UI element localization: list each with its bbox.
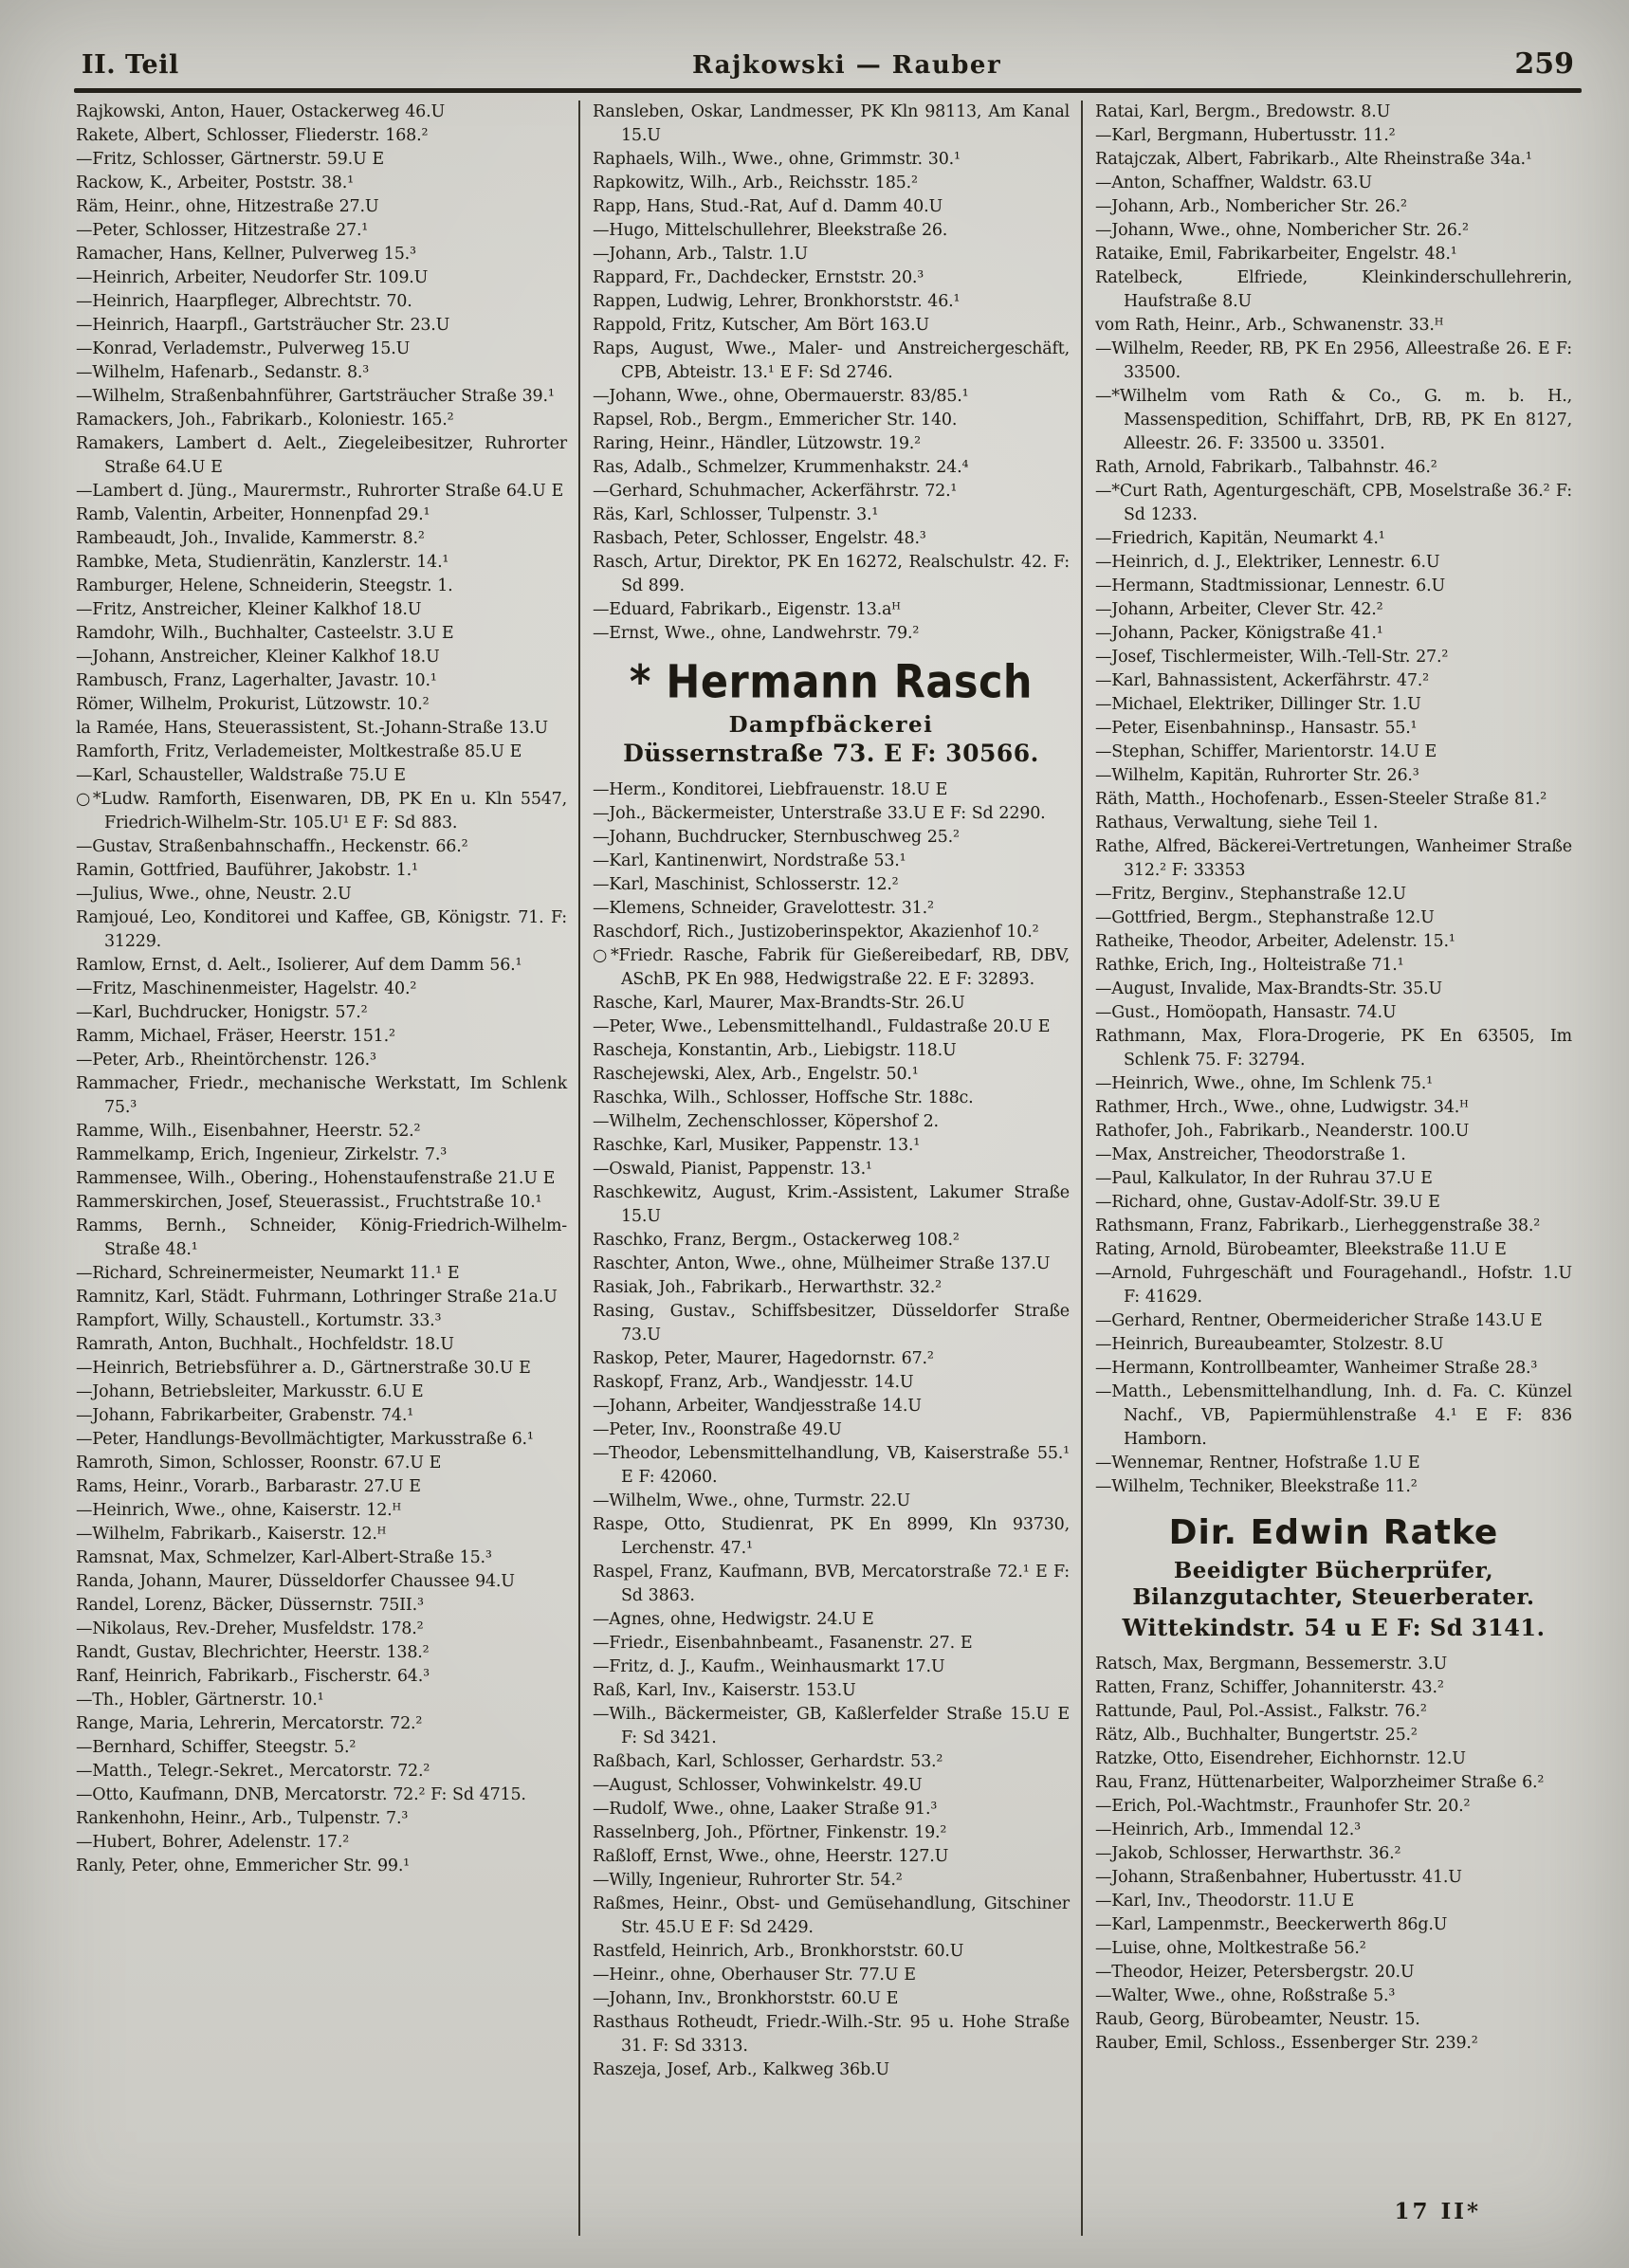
directory-entry: Rappard, Fr., Dachdecker, Ernststr. 20.³ (592, 268, 924, 287)
directory-entry: Ranf, Heinrich, Fabrikarb., Fischerstr. 64.³ (76, 1667, 430, 1686)
directory-entry: Rasing, Gustav., Schiffsbesitzer, Düsseldorfer Straße 73.U (592, 1302, 1070, 1345)
directory-entry: —*Wilhelm vom Rath & Co., G. m. b. H., Massenspedition, Schiffahrt, DrB, RB, PK En 8127, Alleestr. 26. F: 33500 u. 33501. (1094, 387, 1572, 453)
directory-entry: Ratai, Karl, Bergm., Bredowstr. 8.U (1094, 102, 1391, 121)
directory-entry: —Matth., Lebensmittelhandlung, Inh. d. Fa. C. Künzel Nachf., VB, Papiermühlenstraße 4.¹ E F: 836 Hamborn. (1094, 1382, 1572, 1449)
directory-entry: vom Rath, Heinr., Arb., Schwanenstr. 33.ᴴ (1094, 316, 1444, 335)
directory-entry: Räth, Matth., Hochofenarb., Essen-Steeler Straße 81.² (1094, 790, 1547, 809)
directory-entry: —Peter, Inv., Roonstraße 49.U (592, 1420, 842, 1440)
directory-entry: —Bernhard, Schiffer, Steegstr. 5.² (76, 1738, 357, 1757)
directory-entry: —Julius, Wwe., ohne, Neustr. 2.U (76, 885, 352, 904)
directory-entry: Raschko, Franz, Bergm., Ostackerweg 108.² (592, 1231, 960, 1251)
directory-entry: —Fritz, Berginv., Stephanstraße 12.U (1094, 885, 1406, 904)
directory-entry: —Johann, Betriebsleiter, Markusstr. 6.U E (76, 1382, 424, 1401)
directory-entry: —Wennemar, Rentner, Hofstraße 1.U E (1094, 1454, 1420, 1472)
directory-entry: —Jakob, Schlosser, Herwarthstr. 36.² (1094, 1844, 1401, 1864)
directory-entry: —Karl, Schausteller, Waldstraße 75.U E (76, 766, 406, 785)
directory-entry: Rappen, Ludwig, Lehrer, Bronkhorststr. 46.¹ (592, 292, 961, 311)
directory-entry: Randt, Gustav, Blechrichter, Heerstr. 138.² (76, 1643, 430, 1662)
directory-entry: Ramsnat, Max, Schmelzer, Karl-Albert-Straße 15.³ (76, 1548, 492, 1567)
directory-entry: —Johann, Packer, Königstraße 41.¹ (1094, 624, 1383, 643)
directory-entry: —Wilhelm, Fabrikarb., Kaiserstr. 12.ᴴ (76, 1525, 387, 1544)
directory-entry: —Peter, Arb., Rheintörchenstr. 126.³ (76, 1051, 376, 1070)
directory-entry: Rau, Franz, Hüttenarbeiter, Walporzheimer Straße 6.² (1094, 1773, 1545, 1793)
directory-entry: —Karl, Kantinenwirt, Nordstraße 53.¹ (592, 851, 906, 871)
directory-entry: —Friedr., Eisenbahnbeamt., Fasanenstr. 27. E (592, 1634, 973, 1654)
directory-entry: Rathmer, Hrch., Wwe., ohne, Ludwigstr. 34.ᴴ (1094, 1098, 1469, 1117)
directory-entry: —Fritz, d. J., Kaufm., Weinhausmarkt 17.U (592, 1657, 945, 1677)
directory-entry: Rackow, K., Arbeiter, Poststr. 38.¹ (76, 174, 354, 192)
directory-entry: —Nikolaus, Rev.-Dreher, Musfeldstr. 178.² (76, 1619, 424, 1638)
directory-entry: —Michael, Elektriker, Dillinger Str. 1.U (1094, 695, 1421, 714)
column-3 (1081, 101, 1583, 2236)
directory-entry: —Heinrich, Wwe., ohne, Im Schlenk 75.¹ (1094, 1074, 1433, 1093)
directory-entry: —Fritz, Anstreicher, Kleiner Kalkhof 18.U (76, 600, 422, 619)
directory-entry: Ratzke, Otto, Eisendreher, Eichhornstr. 12.U (1094, 1749, 1466, 1769)
directory-entry: —Josef, Tischlermeister, Wilh.-Tell-Str. 27.² (1094, 648, 1449, 667)
ad-line: Düssernstraße 73. E F: 30566. (623, 740, 1039, 768)
directory-entry: —Konrad, Verlademstr., Pulverweg 15.U (76, 339, 411, 358)
directory-entry: —Peter, Eisenbahninsp., Hansastr. 55.¹ (1094, 719, 1418, 738)
directory-entry: Rasch, Artur, Direktor, PK En 16272, Realschulstr. 42. F: Sd 899. (592, 553, 1070, 595)
directory-entry: —Stephan, Schiffer, Marientorstr. 14.U E (1094, 742, 1437, 761)
directory-entry: —Luise, ohne, Moltkestraße 56.² (1094, 1939, 1366, 1959)
directory-entry: Randel, Lorenz, Bäcker, Düssernstr. 75II.³ (76, 1596, 424, 1615)
directory-columns (76, 101, 1583, 2236)
directory-entry: Rasche, Karl, Maurer, Max-Brandts-Str. 26.U (592, 994, 965, 1014)
directory-entry: —Johann, Anstreicher, Kleiner Kalkhof 18.U (76, 648, 440, 667)
directory-entry: —Eduard, Fabrikarb., Eigenstr. 13.aᴴ (592, 600, 901, 619)
directory-entry: Rathmann, Max, Flora-Drogerie, PK En 63505, Im Schlenk 75. F: 32794. (1094, 1027, 1572, 1070)
section-label: II. Teil (82, 50, 179, 80)
directory-entry: —Hermann, Kontrollbeamter, Wanheimer Straße 28.³ (1094, 1359, 1538, 1378)
directory-entry: —Fritz, Schlosser, Gärtnerstr. 59.U E (76, 150, 384, 169)
directory-entry: —Erich, Pol.-Wachtmstr., Fraunhofer Str. 20.² (1094, 1797, 1471, 1817)
directory-entry: Rasthaus Rotheudt, Friedr.-Wilh.-Str. 95 u. Hohe Straße 31. F: Sd 3313. (592, 2013, 1070, 2057)
directory-entry: —Karl, Maschinist, Schlosserstr. 12.² (592, 875, 899, 895)
directory-entry: —Willy, Ingenieur, Ruhrorter Str. 54.² (592, 1871, 903, 1891)
directory-entry: —Johann, Arbeiter, Clever Str. 42.² (1094, 600, 1383, 619)
directory-entry: —Max, Anstreicher, Theodorstraße 1. (1094, 1145, 1406, 1164)
directory-entry: —Heinr., ohne, Oberhauser Str. 77.U E (592, 1966, 916, 1985)
directory-entry: —Hugo, Mittelschullehrer, Bleekstraße 26. (592, 221, 948, 240)
directory-entry: Rambusch, Franz, Lagerhalter, Javastr. 10.¹ (76, 671, 437, 690)
directory-entry: Rammerskirchen, Josef, Steuerassist., Fruchtstraße 10.¹ (76, 1193, 542, 1212)
directory-entry: Ramdohr, Wilh., Buchhalter, Casteelstr. 3.U E (76, 624, 454, 643)
directory-entry: Rastfeld, Heinrich, Arb., Bronkhorststr. 60.U (592, 1942, 964, 1962)
directory-entry: —Wilhelm, Kapitän, Ruhrorter Str. 26.³ (1094, 766, 1419, 785)
directory-entry: Ratsch, Max, Bergmann, Bessemerstr. 3.U (1094, 1655, 1448, 1674)
directory-entry: —Johann, Wwe., ohne, Obermauerstr. 83/85.¹ (592, 387, 969, 406)
column-2 (578, 101, 1081, 2236)
directory-entry: —Gustav, Straßenbahnschaffn., Heckenstr. 66.² (76, 837, 468, 856)
directory-entry: —Richard, Schreinermeister, Neumarkt 11.¹ E (76, 1264, 460, 1283)
ad-line: Beeidigter Bücherprüfer, (1173, 1557, 1494, 1583)
directory-entry: —Heinrich, Arbeiter, Neudorfer Str. 109.U (76, 268, 429, 287)
directory-entry: Rasbach, Peter, Schlosser, Engelstr. 48.³ (592, 529, 926, 548)
directory-entry: Raß, Karl, Inv., Kaiserstr. 153.U (592, 1681, 856, 1701)
directory-entry: Räs, Karl, Schlosser, Tulpenstr. 3.¹ (592, 505, 879, 524)
directory-entry: Rataike, Emil, Fabrikarbeiter, Engelstr. 48.¹ (1094, 245, 1457, 264)
directory-entry: Rams, Heinr., Vorarb., Barbarastr. 27.U E (76, 1477, 421, 1496)
directory-entry: Rambeaudt, Joh., Invalide, Kammerstr. 8.² (76, 529, 425, 548)
directory-entry: Rauber, Emil, Schloss., Essenberger Str. 239.² (1094, 2034, 1478, 2054)
header-rule (74, 88, 1582, 93)
directory-entry: —Klemens, Schneider, Gravelottestr. 31.² (592, 899, 934, 919)
directory-entry: Ramroth, Simon, Schlosser, Roonstr. 67.U E (76, 1454, 442, 1472)
directory-entry: Ramforth, Fritz, Verlademeister, Moltkestraße 85.U E (76, 742, 522, 761)
directory-entry: Raps, August, Wwe., Maler- und Anstreichergeschäft, CPB, Abteistr. 13.¹ E F: Sd 2746. (592, 339, 1070, 382)
directory-entry: Ramme, Wilh., Eisenbahner, Heerstr. 52.² (76, 1122, 421, 1141)
directory-entry: —Gerhard, Schuhmacher, Ackerfährstr. 72.¹ (592, 482, 958, 501)
directory-entry: Ranly, Peter, ohne, Emmericher Str. 99.¹ (76, 1856, 411, 1875)
directory-entry: —Heinrich, d. J., Elektriker, Lennestr. 6.U (1094, 553, 1440, 572)
directory-entry: —Johann, Arb., Talstr. 1.U (592, 245, 808, 264)
directory-entry: Ramburger, Helene, Schneiderin, Steegstr. 1. (76, 576, 453, 595)
directory-entry: Rathaus, Verwaltung, siehe Teil 1. (1094, 814, 1379, 832)
directory-entry: —Gust., Homöopath, Hansastr. 74.U (1094, 1003, 1397, 1022)
directory-entry: Rating, Arnold, Bürobeamter, Bleekstraße 11.U E (1094, 1240, 1507, 1259)
directory-entry: Räm, Heinr., ohne, Hitzestraße 27.U (76, 197, 379, 216)
directory-entry: —Karl, Lampenmstr., Beeckerwerth 86g.U (1094, 1915, 1448, 1935)
directory-entry: —Walter, Wwe., ohne, Roßstraße 5.³ (1094, 1986, 1396, 2006)
page-header (82, 47, 1574, 81)
directory-entry: Ramlow, Ernst, d. Aelt., Isolierer, Auf dem Damm 56.¹ (76, 956, 522, 975)
directory-entry: —Heinrich, Haarpfl., Gartsträucher Str. 23.U (76, 316, 450, 335)
directory-entry: Rammacher, Friedr., mechanische Werkstatt, Im Schlenk 75.³ (76, 1074, 567, 1117)
directory-entry: —Johann, Fabrikarbeiter, Grabenstr. 74.¹ (76, 1406, 414, 1425)
directory-entry: —Fritz, Maschinenmeister, Hagelstr. 40.² (76, 979, 417, 998)
directory-entry: Rakete, Albert, Schlosser, Fliederstr. 168.² (76, 126, 429, 145)
directory-entry: —Peter, Handlungs-Bevollmächtigter, Markusstraße 6.¹ (76, 1430, 534, 1449)
directory-entry: —Johann, Arb., Nombericher Str. 26.² (1094, 197, 1407, 216)
directory-entry: —Wilhelm, Wwe., ohne, Turmstr. 22.U (592, 1491, 910, 1511)
directory-entry: Ratajczak, Albert, Fabrikarb., Alte Rheinstraße 34a.¹ (1094, 150, 1532, 169)
directory-entry: —Arnold, Fuhrgeschäft und Fouragehandl., Hofstr. 1.U F: 41629. (1094, 1264, 1572, 1307)
directory-entry: —Karl, Bergmann, Hubertusstr. 11.² (1094, 126, 1396, 145)
directory-entry: Ransleben, Oskar, Landmesser, PK Kln 98113, Am Kanal 15.U (592, 102, 1070, 145)
directory-entry: Rampfort, Willy, Schaustell., Kortumstr. 33.³ (76, 1311, 442, 1330)
directory-entry: Raub, Georg, Bürobeamter, Neustr. 15. (1094, 2010, 1420, 2030)
directory-entry: Rapkowitz, Wilh., Arb., Reichsstr. 185.² (592, 174, 918, 192)
directory-entry: —Karl, Bahnassistent, Ackerfährstr. 47.² (1094, 671, 1429, 690)
directory-entry: Rajkowski, Anton, Hauer, Ostackerweg 46.U (76, 102, 446, 121)
directory-entry: Rathsmann, Franz, Fabrikarb., Lierheggenstraße 38.² (1094, 1216, 1541, 1235)
directory-entry: —August, Invalide, Max-Brandts-Str. 35.U (1094, 979, 1442, 998)
ad-line: Dampfbäckerei (728, 712, 934, 739)
directory-entry: Rapp, Hans, Stud.-Rat, Auf d. Damm 40.U (592, 197, 943, 216)
directory-entry: Ramjoué, Leo, Konditorei und Kaffee, GB, Königstr. 71. F: 31229. (76, 908, 567, 951)
directory-entry: —Paul, Kalkulator, In der Ruhrau 37.U E (1094, 1169, 1433, 1188)
directory-entry: —Lambert d. Jüng., Maurermstr., Ruhrorter Straße 64.U E (76, 482, 564, 501)
directory-entry: Ramms, Bernh., Schneider, König-Friedrich-Wilhelm-Straße 48.¹ (76, 1216, 567, 1259)
directory-entry: Ramnitz, Karl, Städt. Fuhrmann, Lothringer Straße 21a.U (76, 1288, 558, 1307)
directory-entry: —Herm., Konditorei, Liebfrauenstr. 18.U E (592, 780, 948, 800)
directory-entry: —Ernst, Wwe., ohne, Landwehrstr. 79.² (592, 624, 920, 643)
directory-entry: —Oswald, Pianist, Pappenstr. 13.¹ (592, 1160, 872, 1180)
printer-signature: 17 II* (1394, 2199, 1481, 2224)
directory-entry: Ramacher, Hans, Kellner, Pulverweg 15.³ (76, 245, 416, 264)
directory-entry: —Johann, Inv., Bronkhorststr. 60.U E (592, 1989, 899, 2009)
directory-entry: Raßbach, Karl, Schlosser, Gerhardstr. 53.² (592, 1752, 943, 1772)
directory-entry: Raschejewski, Alex, Arb., Engelstr. 50.¹ (592, 1065, 919, 1085)
directory-entry: Rattunde, Paul, Pol.-Assist., Falkstr. 76.² (1094, 1702, 1427, 1722)
directory-entry: Ratheike, Theodor, Arbeiter, Adelenstr. 15.¹ (1094, 932, 1455, 951)
directory-entry: —Johann, Arbeiter, Wandjesstraße 14.U (592, 1397, 922, 1417)
running-head: Rajkowski — Rauber (691, 51, 1002, 80)
directory-entry: Raschka, Wilh., Schlosser, Hoffsche Str. 188c. (592, 1088, 974, 1108)
directory-entry: Ramakers, Lambert d. Aelt., Ziegeleibesitzer, Ruhrorter Straße 64.U E (76, 434, 567, 477)
directory-entry: —Wilhelm, Reeder, RB, PK En 2956, Alleestraße 26. E F: 33500. (1094, 339, 1572, 382)
directory-entry: —Theodor, Heizer, Petersbergstr. 20.U (1094, 1963, 1415, 1983)
directory-entry: Range, Maria, Lehrerin, Mercatorstr. 72.² (76, 1714, 423, 1733)
directory-entry: Rankenhohn, Heinr., Arb., Tulpenstr. 7.³ (76, 1809, 409, 1828)
directory-entry: Raszeja, Josef, Arb., Kalkweg 36b.U (592, 2060, 889, 2080)
directory-entry: Raschdorf, Rich., Justizoberinspektor, Akazienhof 10.² (592, 923, 1039, 942)
directory-entry: —Heinrich, Wwe., ohne, Kaiserstr. 12.ᴴ (76, 1501, 401, 1520)
directory-entry: Raßloff, Ernst, Wwe., ohne, Heerstr. 127.U (592, 1847, 949, 1867)
directory-entry: —Johann, Straßenbahner, Hubertusstr. 41.U (1094, 1868, 1462, 1888)
directory-entry: —Anton, Schaffner, Waldstr. 63.U (1094, 174, 1372, 192)
directory-entry: Raßmes, Heinr., Obst- und Gemüsehandlung, Gitschiner Str. 45.U E F: Sd 2429. (592, 1894, 1070, 1938)
directory-entry: —Heinrich, Bureaubeamter, Stolzestr. 8.U (1094, 1335, 1444, 1354)
page-number: 259 (1514, 47, 1574, 81)
directory-entry: Rapsel, Rob., Bergm., Emmericher Str. 140. (592, 411, 958, 430)
directory-entry: —Wilh., Bäckermeister, GB, Kaßlerfelder Straße 15.U E F: Sd 3421. (592, 1705, 1070, 1748)
ad-edwin-ratke (1099, 1514, 1568, 1641)
directory-entry: Ramm, Michael, Fräser, Heerstr. 151.² (76, 1027, 395, 1046)
column-1 (76, 101, 578, 2236)
directory-entry: Raphaels, Wilh., Wwe., ohne, Grimmstr. 30.¹ (592, 150, 961, 169)
directory-entry: Rasiak, Joh., Fabrikarb., Herwarthstr. 32.² (592, 1278, 942, 1298)
directory-entry: —Friedrich, Kapitän, Neumarkt 4.¹ (1094, 529, 1385, 548)
directory-entry: ○*Ludw. Ramforth, Eisenwaren, DB, PK En u. Kln 5547, Friedrich-Wilhelm-Str. 105.U¹ E F: Sd 883. (76, 790, 567, 832)
directory-entry: Rath, Arnold, Fabrikarb., Talbahnstr. 46.² (1094, 458, 1437, 477)
directory-entry: —Gottfried, Bergm., Stephanstraße 12.U (1094, 908, 1435, 927)
ad-line: * Hermann Rasch (629, 655, 1034, 709)
directory-entry: —Wilhelm, Hafenarb., Sedanstr. 8.³ (76, 363, 370, 382)
directory-entry: —Karl, Inv., Theodorstr. 11.U E (1094, 1892, 1354, 1911)
directory-entry: —Wilhelm, Straßenbahnführer, Gartsträucher Straße 39.¹ (76, 387, 555, 406)
directory-entry: Raschter, Anton, Wwe., ohne, Mülheimer Straße 137.U (592, 1254, 1051, 1274)
directory-entry: —Johann, Buchdrucker, Sternbuschweg 25.² (592, 828, 960, 848)
directory-entry: Rathke, Erich, Ing., Holteistraße 71.¹ (1094, 956, 1404, 975)
directory-entry: —Agnes, ohne, Hedwigstr. 24.U E (592, 1610, 874, 1630)
directory-entry: —Wilhelm, Techniker, Bleekstraße 11.² (1094, 1477, 1418, 1496)
directory-entry: Raschkewitz, August, Krim.-Assistent, Lakumer Straße 15.U (592, 1183, 1070, 1227)
directory-entry: Rappold, Fritz, Kutscher, Am Bört 163.U (592, 316, 929, 335)
directory-entry: ○*Friedr. Rasche, Fabrik für Gießereibedarf, RB, DBV, ASchB, PK En 988, Hedwigstraße 22. E F: 32893. (592, 946, 1070, 990)
directory-entry: —Rudolf, Wwe., ohne, Laaker Straße 91.³ (592, 1800, 938, 1820)
directory-entry: Ramrath, Anton, Buchhalt., Hochfeldstr. 18.U (76, 1335, 454, 1354)
directory-entry: —Heinrich, Haarpfleger, Albrechtstr. 70. (76, 292, 412, 311)
directory-entry: Ras, Adalb., Schmelzer, Krummenhakstr. 24.⁴ (592, 458, 969, 477)
directory-entry: Ramb, Valentin, Arbeiter, Honnenpfad 29.¹ (76, 505, 430, 524)
directory-entry: —Peter, Schlosser, Hitzestraße 27.¹ (76, 221, 369, 240)
ad-line: Dir. Edwin Ratke (1168, 1513, 1499, 1552)
directory-entry: —Richard, ohne, Gustav-Adolf-Str. 39.U E (1094, 1193, 1440, 1212)
directory-entry: —Hermann, Stadtmissionar, Lennestr. 6.U (1094, 576, 1445, 595)
ad-hermann-rasch (596, 655, 1066, 768)
directory-entry: la Ramée, Hans, Steuerassistent, St.-Johann-Straße 13.U (76, 719, 548, 738)
directory-entry: —*Curt Rath, Agenturgeschäft, CPB, Moselstraße 36.² F: Sd 1233. (1094, 482, 1572, 524)
directory-entry: Rammelkamp, Erich, Ingenieur, Zirkelstr. 7.³ (76, 1145, 448, 1164)
directory-entry: Randa, Johann, Maurer, Düsseldorfer Chaussee 94.U (76, 1572, 515, 1591)
directory-entry: Rathe, Alfred, Bäckerei-Vertretungen, Wanheimer Straße 312.² F: 33353 (1094, 837, 1572, 880)
directory-entry: —Karl, Buchdrucker, Honigstr. 57.² (76, 1003, 368, 1022)
directory-entry: Römer, Wilhelm, Prokurist, Lützowstr. 10.² (76, 695, 430, 714)
directory-entry: —Otto, Kaufmann, DNB, Mercatorstr. 72.² F: Sd 4715. (76, 1785, 526, 1804)
directory-entry: —Gerhard, Rentner, Obermeidericher Straße 143.U E (1094, 1311, 1543, 1330)
directory-entry: Raschke, Karl, Musiker, Pappenstr. 13.¹ (592, 1136, 921, 1156)
directory-entry: —Heinrich, Arb., Immendal 12.³ (1094, 1820, 1361, 1840)
directory-entry: Raring, Heinr., Händler, Lützowstr. 19.² (592, 434, 921, 453)
directory-entry: Rasselnberg, Joh., Pförtner, Finkenstr. 19.² (592, 1823, 947, 1843)
directory-entry: —Johann, Wwe., ohne, Nombericher Str. 26.² (1094, 221, 1469, 240)
directory-entry: —Heinrich, Betriebsführer a. D., Gärtnerstraße 30.U E (76, 1359, 531, 1378)
directory-entry: Raspe, Otto, Studienrat, PK En 8999, Kln 93730, Lerchenstr. 47.¹ (592, 1515, 1070, 1559)
directory-entry: Ramackers, Joh., Fabrikarb., Koloniestr. 165.² (76, 411, 454, 430)
directory-entry: —Theodor, Lebensmittelhandlung, VB, Kaiserstraße 55.¹ E F: 42060. (592, 1444, 1070, 1488)
directory-entry: —Hubert, Bohrer, Adelenstr. 17.² (76, 1833, 350, 1852)
directory-entry: —Th., Hobler, Gärtnerstr. 10.¹ (76, 1691, 324, 1710)
directory-entry: Rammensee, Wilh., Obering., Hohenstaufenstraße 21.U E (76, 1169, 556, 1188)
directory-entry: —Matth., Telegr.-Sekret., Mercatorstr. 72.² (76, 1762, 430, 1781)
directory-entry: —Joh., Bäckermeister, Unterstraße 33.U E F: Sd 2290. (592, 804, 1046, 824)
ad-line: Wittekindstr. 54 u E F: Sd 3141. (1122, 1614, 1546, 1642)
directory-entry: —Peter, Wwe., Lebensmittelhandl., Fuldastraße 20.U E (592, 1017, 1051, 1037)
directory-entry: —Wilhelm, Zechenschlosser, Köpershof 2. (592, 1112, 939, 1132)
directory-entry: Rathofer, Joh., Fabrikarb., Neanderstr. 100.U (1094, 1122, 1470, 1141)
directory-entry: Rascheja, Konstantin, Arb., Liebigstr. 118.U (592, 1041, 957, 1061)
directory-entry: Ratelbeck, Elfriede, Kleinkinderschullehrerin, Haufstraße 8.U (1094, 268, 1572, 311)
directory-entry: Ratten, Franz, Schiffer, Johanniterstr. 43.² (1094, 1678, 1444, 1698)
directory-entry: Raspel, Franz, Kaufmann, BVB, Mercatorstraße 72.¹ E F: Sd 3863. (592, 1563, 1070, 1606)
directory-entry: Rätz, Alb., Buchhalter, Bungertstr. 25.² (1094, 1726, 1418, 1746)
directory-entry: Raskop, Peter, Maurer, Hagedornstr. 67.² (592, 1349, 934, 1369)
directory-entry: Rambke, Meta, Studienrätin, Kanzlerstr. 14.¹ (76, 553, 449, 572)
directory-entry: Raskopf, Franz, Arb., Wandjesstr. 14.U (592, 1373, 914, 1393)
ad-line: Bilanzgutachter, Steuerberater. (1132, 1584, 1535, 1611)
directory-entry: Ramin, Gottfried, Bauführer, Jakobstr. 1.¹ (76, 861, 418, 880)
directory-entry: —August, Schlosser, Vohwinkelstr. 49.U (592, 1776, 923, 1796)
